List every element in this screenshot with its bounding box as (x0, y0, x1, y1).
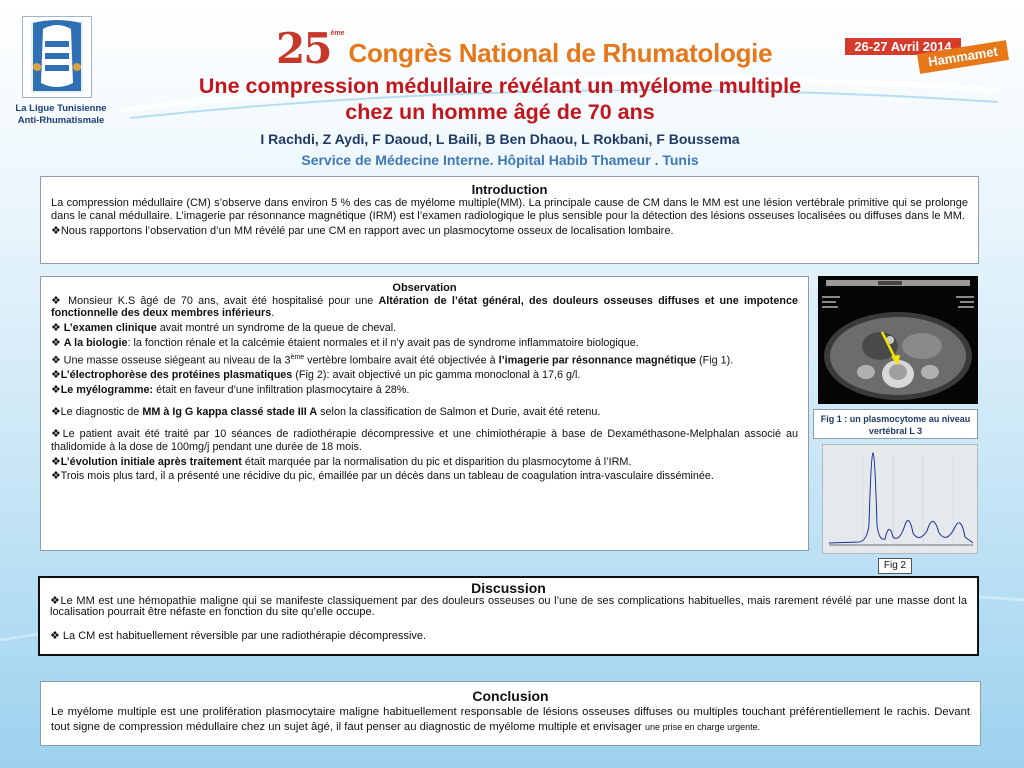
authors: I Rachdi, Z Aydi, F Daoud, L Baili, B Ben Dhaou, L Rokbani, F Boussema (260, 131, 740, 147)
observation-paragraph: ❖L’électrophorèse des protéines plasmatiques (Fig 2): avait objectivé un pic gamma monoclonal à 17,6 g/l. (51, 369, 581, 382)
observation-paragraph: ❖ Monsieur K.S âgé de 70 ans, avait été hospitalisé pour une Altération de l’état général, des douleurs osseuses diffuses et une impotence fonctionnelle des deux membres inférieurs. (51, 295, 798, 320)
poster-title-line1: Une compression médullaire révélant un myélome multiple (198, 74, 802, 98)
observation-box (40, 276, 809, 551)
congress-banner (276, 24, 773, 73)
fig1-caption-line2: vertébral L 3 (868, 426, 923, 436)
introduction-box (40, 176, 979, 264)
introduction-heading: Introduction (471, 182, 548, 197)
fig1-caption-line1: Fig 1 : un plasmocytome au niveau (820, 414, 971, 424)
observation-paragraph: ❖Le patient avait été traité par 10 séances de radiothérapie décompressive et une chimiothérapie à base de Dexaméthasone-Melphalan associé au thalidomide à la dose de 100mg/j pendant une durée de 18 mois. (51, 428, 798, 453)
observation-paragraph: ❖Trois mois plus tard, il a présenté une récidive du pic, émaillée par un décès dans un tableau de coagulation intra-vasculaire disséminée. (51, 470, 714, 483)
discussion-box (38, 576, 979, 656)
electrophoresis-trace-image (822, 444, 978, 554)
observation-heading: Observation (392, 282, 457, 294)
discussion-paragraph: ❖ La CM est habituellement réversible par une radiothérapie décompressive. (50, 630, 427, 642)
service-affiliation: Service de Médecine Interne. Hôpital Habib Thameur . Tunis (301, 152, 699, 168)
introduction-paragraph: La compression médullaire (CM) s’observe dans environ 5 % des cas de myélome multiple(MM). La principale cause de CM dans le MM est une lésion vertébrale primitive qui se prolonge dans le canal médullaire. L’imagerie par résonnance magnétique (IRM) est l’examen radiologique le plus sensible pour la détection des lésions osseuses localisées ou diffuses dans le MM. (51, 197, 968, 222)
conclusion-paragraph: Le myélome multiple est une prolifération plasmocytaire maligne habituellement responsable de lésions osseuses diffuses ou multiples touchant préférentiellement le rachis. Devant tout signe de compression médullaire chez un sujet âgé, il faut penser au diagnostic de myélome multiple et envisager une prise en charge urgente. (51, 706, 970, 733)
observation-paragraph: ❖ Une masse osseuse siégeant au niveau de la 3ème vertèbre lombaire avait été objectivée à l’imagerie par résonnance magnétique (Fig 1). (51, 353, 734, 367)
discussion-heading: Discussion (471, 580, 546, 596)
poster-title-line2: chez un homme âgé de 70 ans (345, 100, 655, 124)
observation-paragraph: ❖ A la biologie: la fonction rénale et la calcémie étaient normales et il n’y avait pas de syndrome inflammatoire biologique. (51, 336, 639, 349)
fig2-caption: Fig 2 (878, 558, 912, 574)
league-name-line1: La Ligue Tunisienne (15, 103, 107, 114)
observation-paragraph: ❖ L’examen clinique avait montré un syndrome de la queue de cheval. (51, 322, 397, 335)
discussion-paragraph: ❖Le MM est une hémopathie maligne qui se manifeste classiquement par des douleurs osseuses ou l’une de ses complications habituelles, mais rarement révélé par une masse dont la localisation pourrait être néfaste en fonction du site qu’elle occupe. (50, 595, 967, 618)
ct-scan-image (818, 276, 978, 404)
congress-number: 25 (276, 24, 331, 73)
observation-paragraph: ❖Le diagnostic de MM à Ig G kappa classé stade III A selon la classification de Salmon et Durie, avait été retenu. (51, 406, 601, 419)
congress-name: Congrès National de Rhumatologie (348, 38, 773, 68)
fig1-caption (813, 409, 978, 439)
league-logo (22, 16, 92, 98)
city-badge: Hammamet (917, 40, 1009, 74)
introduction-paragraph: ❖Nous rapportons l’observation d’un MM révélé par une CM en rapport avec un plasmocytome osseux de localisation lombaire. (51, 225, 674, 238)
observation-paragraph: ❖Le myélogramme: était en faveur d’une infiltration plasmocytaire à 28%. (51, 383, 410, 396)
observation-paragraph: ❖L’évolution initiale après traitement était marquée par la normalisation du pic et disparition du plasmocytome à l’IRM. (51, 455, 632, 468)
dates-badge: 26-27 Avril 2014 (845, 38, 961, 55)
poster-title (90, 73, 910, 125)
conclusion-box (40, 681, 981, 746)
conclusion-heading: Conclusion (472, 688, 549, 704)
league-name-line2: Anti-Rhumatismale (17, 115, 105, 126)
congress-number-suffix: ème (330, 30, 345, 37)
